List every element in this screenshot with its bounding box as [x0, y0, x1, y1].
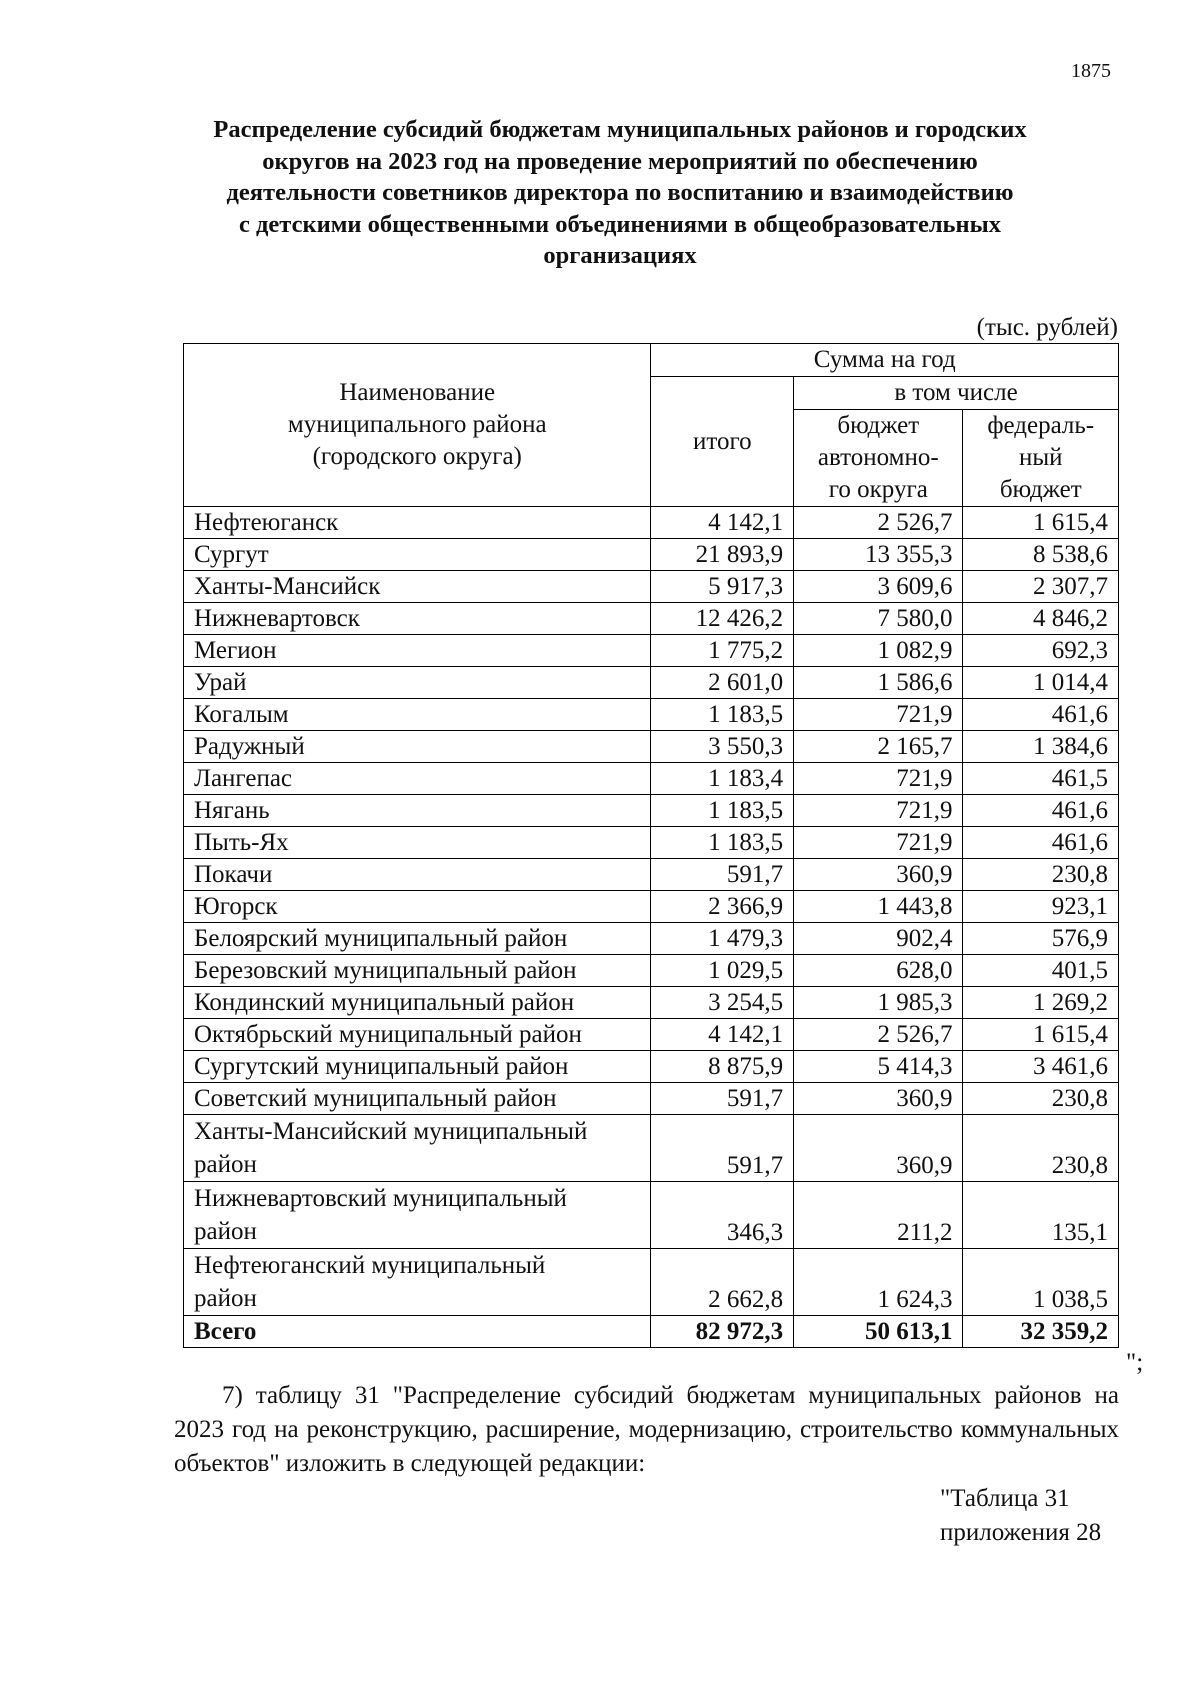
amendment-paragraph [174, 1379, 1119, 1481]
row-regional: 1 985,3 [794, 987, 963, 1019]
header-federal-line: ный [1018, 444, 1063, 471]
table-row [184, 603, 1119, 635]
row-total: 591,7 [651, 1083, 794, 1115]
header-federal-line: бюджет [999, 476, 1082, 503]
total-label: Всего [184, 1316, 651, 1348]
row-regional: 721,9 [794, 763, 963, 795]
row-total: 3 254,5 [651, 987, 794, 1019]
row-total: 1 183,4 [651, 763, 794, 795]
row-federal: 1 014,4 [963, 667, 1119, 699]
header-including: в том числе [794, 377, 1119, 410]
table-row [184, 1249, 1119, 1316]
units-label: (тыс. рублей) [976, 314, 1118, 341]
row-name: Мегион [184, 635, 651, 667]
row-name: Когалым [184, 699, 651, 731]
page-number: 1875 [1071, 60, 1111, 82]
table-row [184, 731, 1119, 763]
title-line: организациях [543, 242, 697, 269]
header-federal [963, 410, 1119, 507]
header-regional-line: го округа [828, 476, 928, 503]
row-total: 5 917,3 [651, 571, 794, 603]
row-name-line: Нижневартовский муниципальный [194, 1185, 567, 1212]
row-total: 1 479,3 [651, 923, 794, 955]
row-name: Нижневартовск [184, 603, 651, 635]
row-name: Пыть-Ях [184, 827, 651, 859]
row-total: 21 893,9 [651, 539, 794, 571]
table-reference-line: "Таблица 31 [940, 1485, 1070, 1512]
row-regional: 2 165,7 [794, 731, 963, 763]
row-federal: 1 615,4 [963, 1019, 1119, 1051]
header-total: итого [651, 377, 794, 507]
row-federal: 576,9 [963, 923, 1119, 955]
row-name-line: Нефтеюганский муниципальный [194, 1252, 546, 1279]
table-row [184, 891, 1119, 923]
title-line: деятельности советников директора по воспитанию и взаимодействию [226, 179, 1014, 206]
row-name-line: район [194, 1285, 257, 1312]
row-regional: 360,9 [794, 1115, 963, 1182]
row-federal: 8 538,6 [963, 539, 1119, 571]
row-federal: 1 615,4 [963, 507, 1119, 539]
title-line: Распределение субсидий бюджетам муниципальных районов и городских [213, 116, 1027, 143]
table-row [184, 1083, 1119, 1115]
table-row [184, 763, 1119, 795]
table-row [184, 795, 1119, 827]
row-federal: 461,6 [963, 795, 1119, 827]
row-total: 1 183,5 [651, 827, 794, 859]
paragraph-text: 7) таблицу 31 "Распределение субсидий бюджетам муниципальных районов на 2023 год на реконструкцию, расширение, модернизацию, строительство коммунальных объектов" изложить в следующей редакции: [174, 1382, 1119, 1477]
header-name-line: Наименование [339, 379, 496, 406]
total-regional: 50 613,1 [794, 1316, 963, 1348]
row-regional: 1 082,9 [794, 635, 963, 667]
row-name [184, 1249, 651, 1316]
row-total: 1 029,5 [651, 955, 794, 987]
table-row [184, 859, 1119, 891]
row-federal: 135,1 [963, 1182, 1119, 1249]
row-regional: 902,4 [794, 923, 963, 955]
row-federal: 923,1 [963, 891, 1119, 923]
table-row [184, 1115, 1119, 1182]
table-row [184, 699, 1119, 731]
row-total: 346,3 [651, 1182, 794, 1249]
header-name-line: муниципального района [287, 411, 547, 438]
row-name: Березовский муниципальный район [184, 955, 651, 987]
row-regional: 7 580,0 [794, 603, 963, 635]
row-regional: 1 586,6 [794, 667, 963, 699]
row-name: Нефтеюганск [184, 507, 651, 539]
row-name: Кондинский муниципальный район [184, 987, 651, 1019]
row-federal: 461,6 [963, 699, 1119, 731]
total-row [184, 1316, 1119, 1348]
document-title [180, 114, 1060, 272]
row-regional: 721,9 [794, 795, 963, 827]
total-sum: 82 972,3 [651, 1316, 794, 1348]
row-name-line: Ханты-Мансийский муниципальный [194, 1118, 588, 1145]
row-name: Октябрьский муниципальный район [184, 1019, 651, 1051]
header-federal-line: федераль- [987, 412, 1095, 439]
row-regional: 13 355,3 [794, 539, 963, 571]
row-name: Лангепас [184, 763, 651, 795]
row-regional: 721,9 [794, 699, 963, 731]
row-total: 1 775,2 [651, 635, 794, 667]
row-total: 591,7 [651, 1115, 794, 1182]
row-total: 1 183,5 [651, 699, 794, 731]
row-federal: 3 461,6 [963, 1051, 1119, 1083]
row-regional: 360,9 [794, 859, 963, 891]
row-federal: 230,8 [963, 1115, 1119, 1182]
table-row [184, 1182, 1119, 1249]
table-row [184, 507, 1119, 539]
row-name: Сургутский муниципальный район [184, 1051, 651, 1083]
row-name: Ханты-Мансийск [184, 571, 651, 603]
row-name: Покачи [184, 859, 651, 891]
row-regional: 2 526,7 [794, 1019, 963, 1051]
row-name: Урай [184, 667, 651, 699]
row-regional: 360,9 [794, 1083, 963, 1115]
row-regional: 3 609,6 [794, 571, 963, 603]
row-name: Белоярский муниципальный район [184, 923, 651, 955]
table-row [184, 539, 1119, 571]
row-federal: 1 038,5 [963, 1249, 1119, 1316]
row-regional: 211,2 [794, 1182, 963, 1249]
row-regional: 628,0 [794, 955, 963, 987]
header-sum: Сумма на год [651, 344, 1119, 377]
row-regional: 5 414,3 [794, 1051, 963, 1083]
title-line: с детскими общественными объединениями в общеобразовательных [238, 210, 1002, 238]
header-name-line: (городского округа) [312, 443, 522, 470]
row-total: 4 142,1 [651, 1019, 794, 1051]
row-total: 12 426,2 [651, 603, 794, 635]
total-federal: 32 359,2 [963, 1316, 1119, 1348]
table-row [184, 955, 1119, 987]
table-row [184, 1019, 1119, 1051]
row-name [184, 1182, 651, 1249]
row-regional: 2 526,7 [794, 507, 963, 539]
row-name: Радужный [184, 731, 651, 763]
row-name: Советский муниципальный район [184, 1083, 651, 1115]
row-total: 2 662,8 [651, 1249, 794, 1316]
row-total: 591,7 [651, 859, 794, 891]
row-total: 3 550,3 [651, 731, 794, 763]
row-name-line: район [194, 1218, 257, 1245]
row-name: Нягань [184, 795, 651, 827]
table-row [184, 1051, 1119, 1083]
table-reference [940, 1482, 1101, 1550]
header-regional-line: бюджет [837, 412, 920, 439]
row-federal: 1 384,6 [963, 731, 1119, 763]
row-federal: 230,8 [963, 859, 1119, 891]
row-regional: 1 624,3 [794, 1249, 963, 1316]
table-reference-line: приложения 28 [940, 1519, 1102, 1546]
row-total: 2 366,9 [651, 891, 794, 923]
row-federal: 4 846,2 [963, 603, 1119, 635]
table-row [184, 923, 1119, 955]
row-total: 4 142,1 [651, 507, 794, 539]
title-line: округов на 2023 год на проведение мероприятий по обеспечению [262, 147, 978, 175]
closing-quote: "; [1126, 1349, 1144, 1376]
row-total: 2 601,0 [651, 667, 794, 699]
subsidy-table [183, 343, 1119, 1348]
table-row [184, 827, 1119, 859]
row-regional: 721,9 [794, 827, 963, 859]
row-name-line: район [194, 1151, 257, 1178]
table-row [184, 667, 1119, 699]
table-row [184, 987, 1119, 1019]
row-total: 1 183,5 [651, 795, 794, 827]
row-federal: 692,3 [963, 635, 1119, 667]
header-name [184, 344, 651, 507]
row-federal: 461,5 [963, 763, 1119, 795]
header-regional [794, 410, 963, 507]
table-row [184, 635, 1119, 667]
row-name: Сургут [184, 539, 651, 571]
row-federal: 461,6 [963, 827, 1119, 859]
row-federal: 230,8 [963, 1083, 1119, 1115]
row-regional: 1 443,8 [794, 891, 963, 923]
table-row [184, 571, 1119, 603]
row-federal: 1 269,2 [963, 987, 1119, 1019]
row-name: Югорск [184, 891, 651, 923]
row-federal: 401,5 [963, 955, 1119, 987]
row-name [184, 1115, 651, 1182]
header-regional-line: автономно- [817, 444, 939, 471]
row-federal: 2 307,7 [963, 571, 1119, 603]
row-total: 8 875,9 [651, 1051, 794, 1083]
